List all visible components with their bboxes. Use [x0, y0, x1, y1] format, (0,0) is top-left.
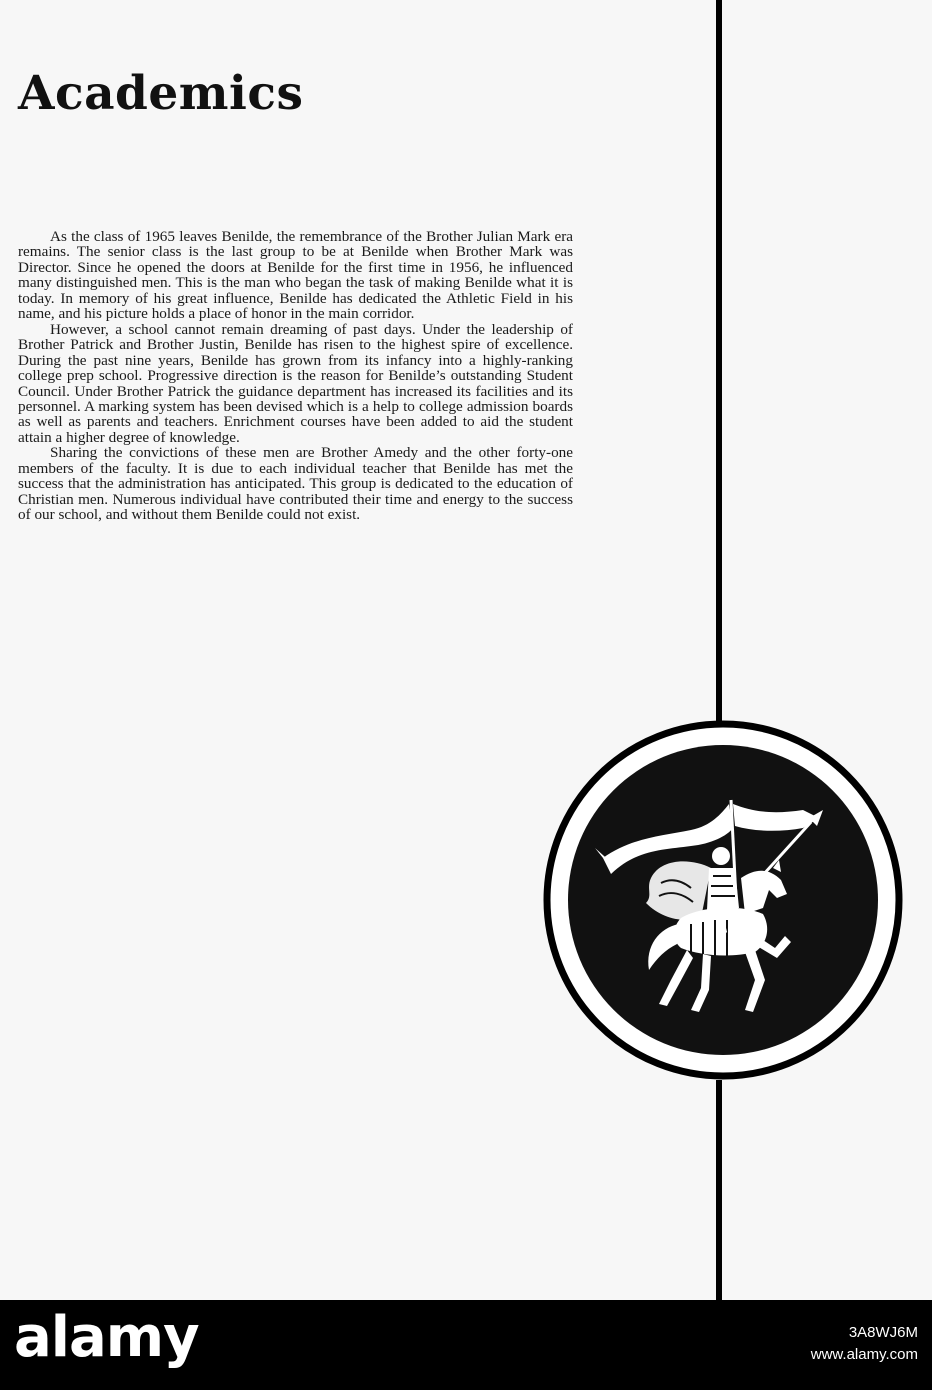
- watermark-url: www.alamy.com: [810, 1346, 918, 1363]
- paragraph-3: Sharing the convictions of these men are Brother Amedy and the other forty-one members of the faculty. It is due to each individual teacher that Benilde has met the success that the administration has anticipated. This group is dedicated to the education of Christian men. Numerous individual have contributed their time and energy to the success of our school, and without them Benilde could not exist.: [18, 444, 573, 524]
- watermark-details: [811, 1322, 918, 1366]
- body-text: [18, 229, 573, 523]
- knight-emblem-icon: [541, 718, 905, 1082]
- paragraph-1: As the class of 1965 leaves Benilde, the remembrance of the Brother Julian Mark era remains. The senior class is the last group to be at Benilde when Brother Mark was Director. Since he opened the doors at Benilde for the first time in 1956, he influenced many distinguished men. This is the man who began the task of making Benilde what it is today. In memory of his great influence, Benilde has dedicated the Athletic Field in his name, and his picture holds a place of honor in the main corridor.: [18, 228, 573, 323]
- image-id: 3A8WJ6M: [848, 1324, 918, 1341]
- paragraph-2: However, a school cannot remain dreaming of past days. Under the leadership of Brother Patrick and Brother Justin, Benilde has risen to the highest spire of excellence. During the past nine years, Benilde has grown from its infancy into a highly-ranking college prep school. Progressive direction is the reason for Benilde’s outstanding Student Council. Under Brother Patrick the guidance department has increased its facilities and its personnel. A marking system has been devised which is a help to college admission boards as well as parents and teachers. Enrichment courses have been added to aid the student attain a higher degree of knowledge.: [18, 320, 573, 446]
- alamy-logo: alamy: [14, 1305, 199, 1370]
- page-title: Academics: [18, 66, 304, 121]
- vertical-rule-bottom: [716, 1080, 722, 1300]
- vertical-rule-top: [716, 0, 722, 722]
